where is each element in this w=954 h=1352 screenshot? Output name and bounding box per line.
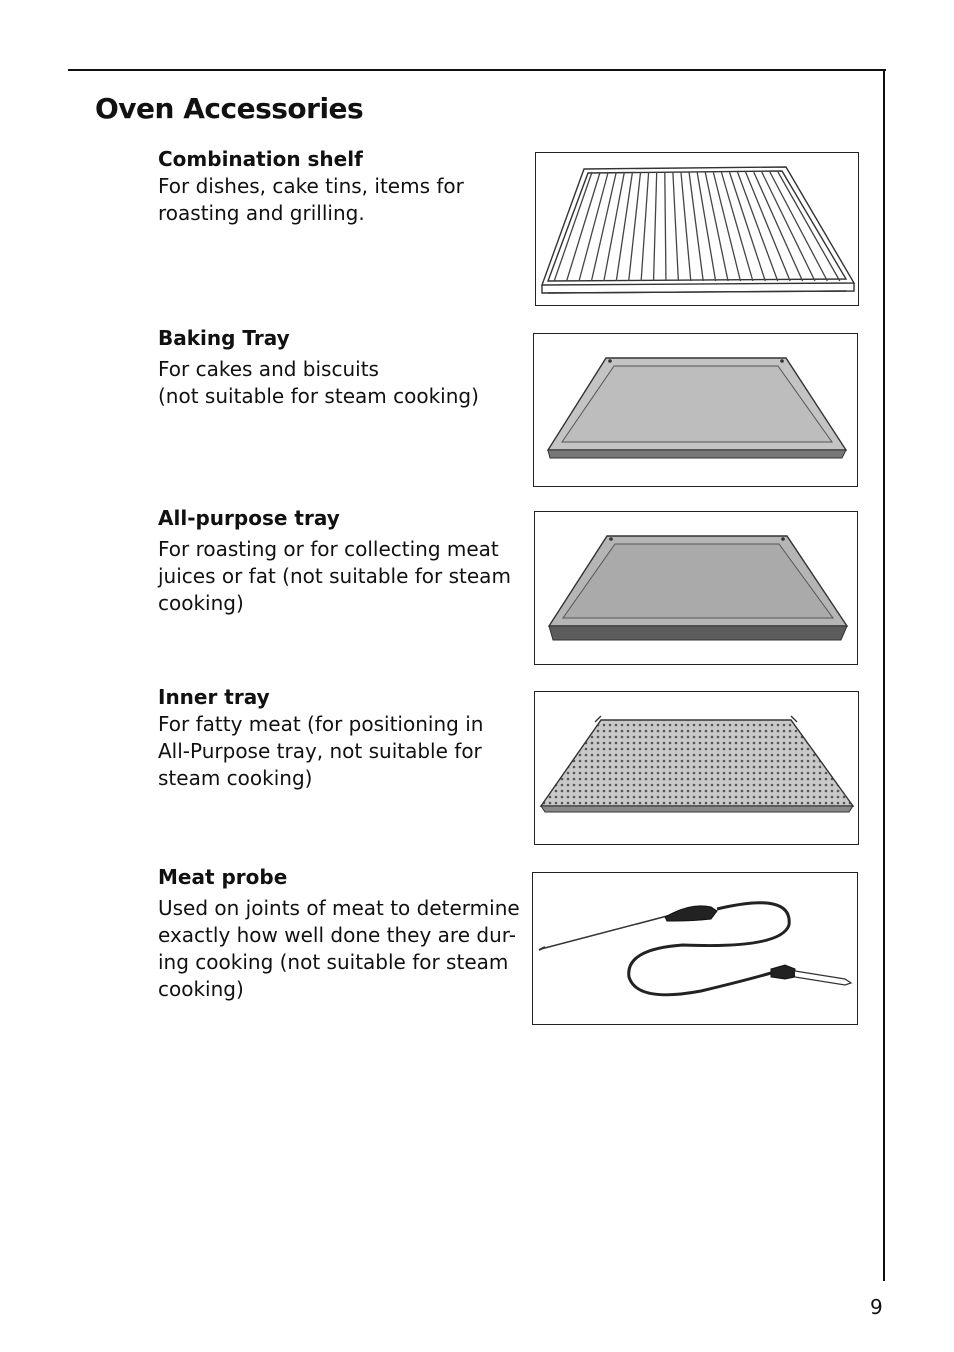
item-title: All-purpose tray	[158, 506, 340, 530]
shelf-bar	[738, 172, 778, 281]
page-title: Oven Accessories	[95, 92, 364, 125]
shelf-bar	[778, 172, 840, 281]
item-description: Used on joints of meat to determine exactly how well done they are dur- ing cooking (not suitable for steam cooking)	[158, 896, 520, 1001]
shelf-bar	[705, 172, 728, 281]
shelf-bar	[673, 172, 679, 281]
accessory-meat-probe	[158, 864, 520, 1003]
meat-probe-image	[532, 872, 858, 1025]
shelf-bar	[729, 172, 765, 281]
accessory-all-purpose-tray	[158, 505, 520, 617]
combination-shelf-image	[535, 152, 859, 306]
page-number: 9	[870, 1295, 883, 1319]
meat-probe-illustration	[533, 873, 857, 1024]
shelf-bar	[721, 172, 753, 281]
shelf-bar	[746, 172, 791, 281]
item-title: Meat probe	[158, 865, 288, 889]
shelf-bar	[554, 172, 592, 281]
item-title: Inner tray	[158, 685, 270, 709]
shelf-bar	[665, 172, 666, 281]
baking-tray-illustration	[534, 334, 857, 486]
shelf-bar	[654, 172, 657, 281]
side-rule	[883, 69, 885, 1281]
all-purpose-tray-illustration	[535, 512, 857, 664]
item-description: For roasting or for collecting meat juices or fat (not suitable for steam cooking)	[158, 537, 511, 615]
inner-tray-image	[534, 691, 859, 845]
item-description: For dishes, cake tins, items for roasting and grilling.	[158, 174, 464, 225]
top-rule	[68, 69, 886, 71]
inner-tray-illustration	[535, 692, 858, 844]
shelf-bar	[689, 172, 703, 281]
all-purpose-tray-image	[534, 511, 858, 665]
shelf-bar	[681, 172, 691, 281]
shelf-bar	[762, 172, 815, 281]
accessory-baking-tray	[158, 325, 520, 410]
shelf-bar	[713, 172, 740, 281]
baking-tray-image	[533, 333, 858, 487]
item-title: Combination shelf	[158, 147, 363, 171]
accessory-inner-tray	[158, 684, 520, 792]
item-title: Baking Tray	[158, 326, 290, 350]
accessory-combination-shelf	[158, 146, 520, 227]
shelf-bar	[641, 172, 649, 281]
shelf-bar	[604, 172, 625, 281]
shelf-bar	[697, 172, 716, 281]
item-description: For cakes and biscuits (not suitable for steam cooking)	[158, 357, 479, 408]
shelf-illustration	[536, 153, 858, 305]
item-description: For fatty meat (for positioning in All-Purpose tray, not suitable for steam cooking)	[158, 712, 484, 790]
